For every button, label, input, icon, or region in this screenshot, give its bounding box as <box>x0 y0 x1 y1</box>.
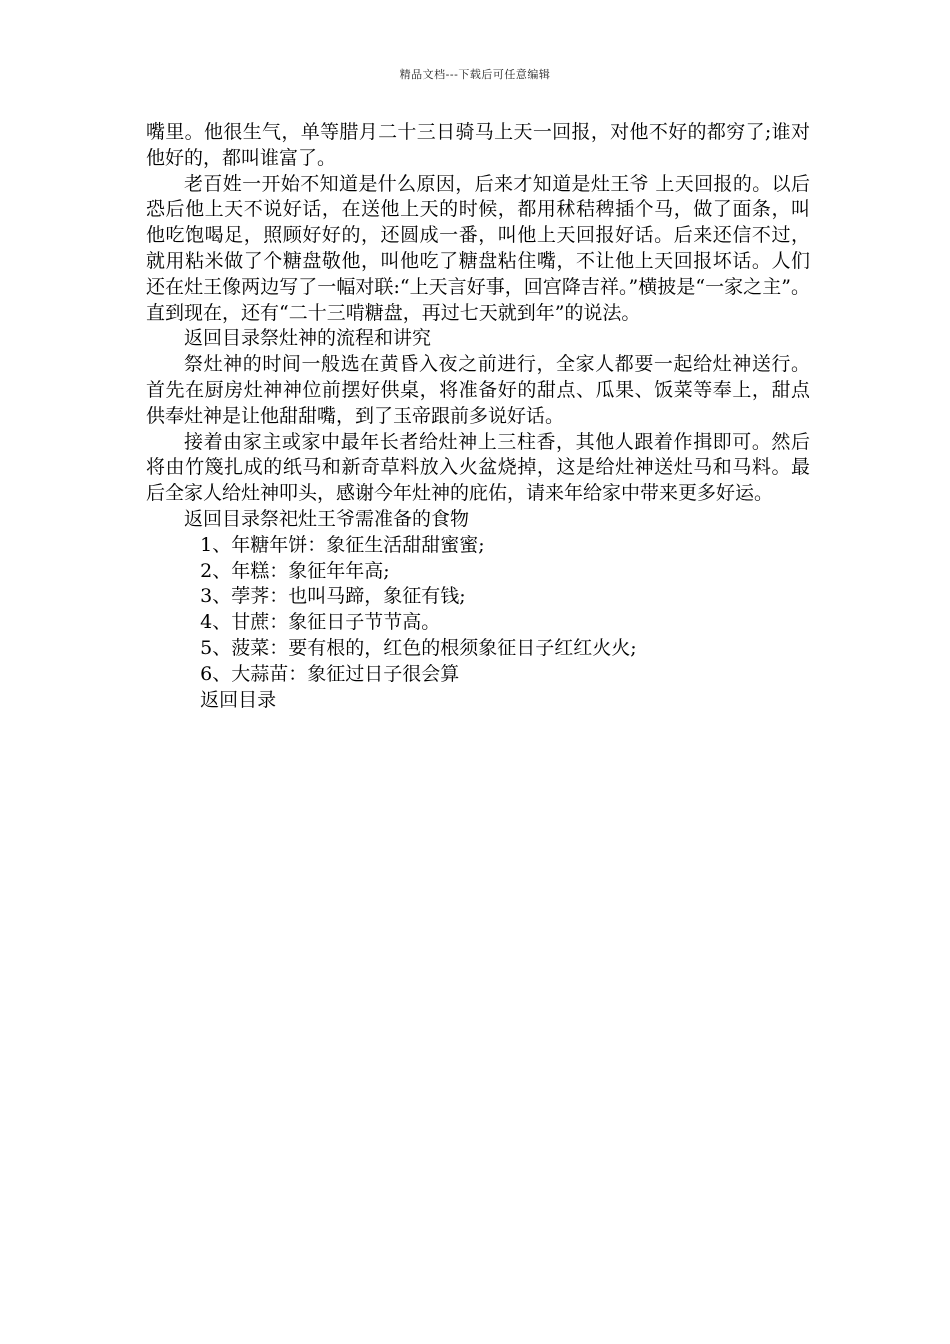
section-heading-ritual[interactable]: 返回目录祭灶神的流程和讲究 <box>184 327 432 350</box>
paragraph-ritual-steps: 接着由家主或家中最年长者给灶神上三柱香，其他人跟着作揖即可。然后将由竹篾扎成的纸马和新奇草料放入火盆烧掉，这是给灶神送灶马和马料。最后全家人给灶神叩头，感谢今年灶神的庇佑，请来年给家中带来更多好运。 <box>146 430 810 505</box>
back-to-toc-link[interactable]: 返回目录 <box>200 688 277 711</box>
list-item: 4、甘蔗：象征日子节节高。 <box>200 611 441 634</box>
paragraph-legend: 老百姓一开始不知道是什么原因，后来才知道是灶王爷 上天回报的。以后恐后他上天不说好话，在送他上天的时候，都用秫秸稗插个马，做了面条，叫他吃饱喝足，照顾好好的，还圆成一番，叫他上天回报好话。后来还信不过，就用粘米做了个糖盘敬他，叫他吃了糖盘粘住嘴，不让他上天回报坏话。人们还在灶王像两边写了一幅对联:“上天言好事，回宫降吉祥。”横披是“一家之主”。直到现在，还有“二十三啃糖盘，再过七天就到年”的说法。 <box>146 172 810 324</box>
page-header: 精品文档---下载后可任意编辑 <box>399 68 551 81</box>
list-item: 2、年糕：象征年年高; <box>200 559 390 582</box>
list-item: 1、年糖年饼：象征生活甜甜蜜蜜; <box>200 533 485 556</box>
document-body <box>146 120 810 713</box>
paragraph-continuation: 嘴里。他很生气，单等腊月二十三日骑马上天一回报，对他不好的都穷了;谁对他好的，都叫谁富了。 <box>146 121 810 169</box>
list-item: 3、荸荠：也叫马蹄，象征有钱; <box>200 585 466 608</box>
paragraph-ritual-time: 祭灶神的时间一般选在黄昏入夜之前进行，全家人都要一起给灶神送行。首先在厨房灶神神位前摆好供桌，将准备好的甜点、瓜果、饭菜等奉上，甜点供奉灶神是让他甜甜嘴，到了玉帝跟前多说好话。 <box>146 353 810 427</box>
section-heading-foods[interactable]: 返回目录祭祀灶王爷需准备的食物 <box>184 507 470 530</box>
list-item: 6、大蒜苗：象征过日子很会算 <box>200 662 460 685</box>
list-item: 5、菠菜：要有根的，红色的根须象征日子红红火火; <box>200 636 637 659</box>
